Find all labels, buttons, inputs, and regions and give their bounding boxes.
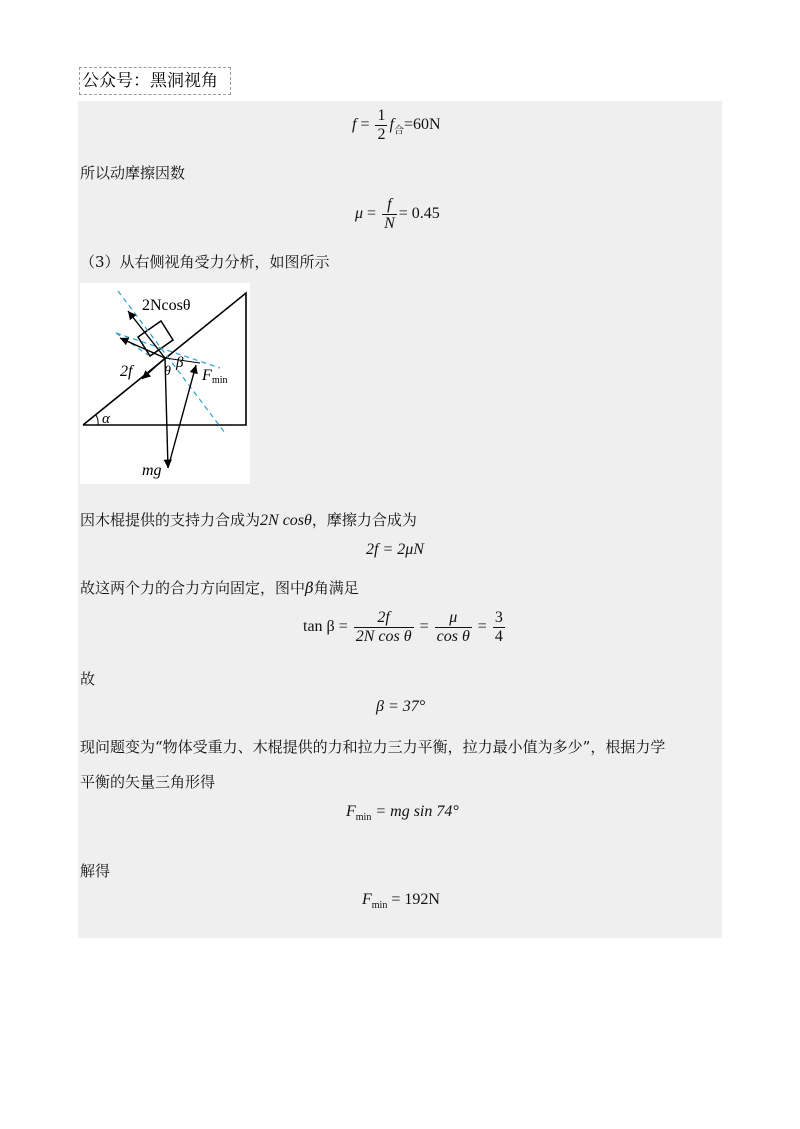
eq1-sub: 合 [393, 125, 404, 137]
alpha-arc [96, 415, 98, 425]
eq1-numerator: 1 [377, 107, 386, 124]
eq4-den3: 4 [494, 628, 503, 645]
eq1-rhs: =60N [403, 116, 441, 134]
label-2ncos: 2Ncosθ [142, 297, 191, 314]
label-beta: β [176, 355, 184, 371]
text-direction [80, 578, 359, 598]
eq4-den1: 2N cos θ [355, 628, 412, 645]
label-theta: θ [164, 364, 171, 379]
equation-mu: μ = $\frac{f}{N}$ = 0.45 [355, 196, 440, 232]
direction-beta: β [305, 579, 314, 597]
equation-friction-sum: 2f = 2μN [366, 541, 424, 558]
support-text: 因木棍提供的支持力合成为 [80, 511, 261, 529]
force-diagram [80, 283, 250, 484]
direction-text-a: 故这两个力的合力方向固定，图中 [80, 579, 306, 597]
equation-beta: β = 37° [376, 698, 426, 715]
force-diagram-svg [80, 283, 250, 484]
eq4-den2: cos θ [436, 628, 470, 645]
eq6-rhs: = mg sin 74° [375, 803, 459, 820]
text-dyn-friction: 所以动摩擦因数 [80, 164, 186, 182]
eq2-fraction [382, 196, 397, 233]
eq6-f: F [346, 803, 356, 820]
text-problem-change-1: 现问题变为“物体受重力、木棍提供的力和拉力三力平衡，拉力最小值为多少”，根据力学 [80, 738, 666, 756]
eq4-fraction-2 [435, 609, 472, 646]
label-fmin-sub: min [212, 375, 228, 386]
watermark-label: 公众号：黑洞视角 [79, 67, 231, 95]
eq1-lhs: f [352, 116, 357, 134]
label-mg: mg [142, 462, 162, 479]
arrow-2f [142, 358, 165, 379]
eq2-denominator: N [384, 215, 395, 232]
arrow-fmin [168, 365, 196, 468]
eq7-f: F [362, 891, 372, 908]
text-problem-change-2: 平衡的矢量三角形得 [80, 773, 216, 791]
eq6-sub: min [355, 812, 372, 824]
equation-tan-beta: tan β = $\frac{2f}{\text{2N cos θ}}$ = $\frac{\mu}{\text{cos θ}}$ = $\frac{3}{4}$ [303, 609, 503, 645]
support-expr: 2N cosθ [260, 512, 312, 529]
eq1-fraction [375, 107, 387, 144]
text-part3: （3）从右侧视角受力分析，如图所示 [80, 253, 330, 271]
friction-text: ，摩擦力合成为 [311, 511, 417, 529]
eq4-num3: 3 [494, 609, 503, 626]
eq2-numerator: f [382, 196, 397, 215]
eq4-fraction-3 [493, 609, 505, 646]
direction-text-b: 角满足 [313, 579, 359, 597]
eq1-denominator: 2 [377, 126, 386, 143]
equation-fmin-value [362, 891, 440, 911]
label-f: F [202, 367, 212, 384]
label-2f: 2f [120, 363, 133, 380]
equation-friction: f = $\frac{1}{2}$ $f_合=60N$ [352, 107, 441, 143]
text-solve: 解得 [80, 862, 111, 880]
label-alpha: α [102, 411, 110, 427]
eq2-rhs: = 0.45 [398, 205, 440, 223]
eq4-num1: 2f [354, 609, 414, 628]
text-therefore: 故 [80, 670, 96, 688]
equation-fmin-expr [346, 803, 459, 823]
eq7-sub: min [371, 900, 388, 912]
eq1-f: f [389, 116, 394, 134]
eq4-fraction-1 [354, 609, 414, 646]
eq4-num2: μ [435, 609, 472, 628]
text-support [80, 510, 417, 531]
eq4-lhs: tan β = [303, 618, 348, 636]
eq2-lhs: μ [355, 205, 364, 223]
eq7-rhs: = 192N [391, 891, 440, 908]
